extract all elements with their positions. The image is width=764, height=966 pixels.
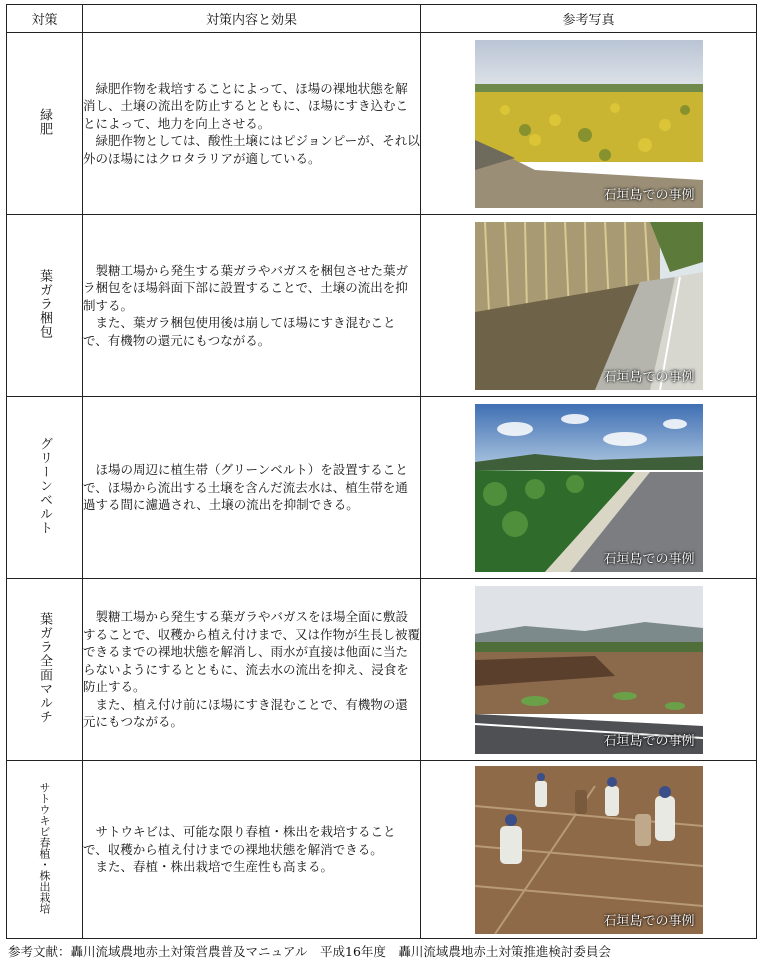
header-countermeasure: 対策 [7,5,83,33]
reference-citation: 参考文献：轟川流域農地赤土対策営農普及マニュアル 平成16年度 轟川流域農地赤土対策推進検討委員会 [8,944,611,959]
row-name: サトウキビ春植・株出栽培 [38,781,51,914]
photo-caption: 石垣島での事例 [603,369,695,385]
photo-green-belt [475,404,703,572]
row-name: 葉ガラ全面マルチ [37,611,52,724]
description-paragraph: また、葉ガラ梱包使用後は崩してほ場にすき混むことで、有機物の還元にもつながる。 [83,315,396,348]
row-description [83,397,421,579]
countermeasure-table [6,4,757,939]
row-description [83,33,421,215]
header-reference-photo: 参考写真 [421,5,757,33]
row-name: グリーンベルト [37,436,52,535]
description-paragraph: また、植え付け前にほ場にすき混むことで、有機物の還元にもつながる。 [83,696,408,730]
table-header-row [7,5,757,33]
photo-caption: 石垣島での事例 [603,551,695,567]
description-paragraph: 緑肥作物を栽培することによって、ほ場の裸地状態を解消し、土壌の流出を防止するとともに、ほ場にすき込むことによって、地力を向上させる。 [83,80,409,131]
photo-caption: 石垣島での事例 [603,913,695,929]
photo-full-mulch [475,586,703,754]
row-name: 葉ガラ梱包 [37,268,52,339]
description-paragraph: 製糖工場から発生する葉ガラやバガスを梱包させた葉ガラ梱包をほ場斜面下部に設置することで、土壌の流出を抑制する。 [83,262,409,313]
table-row [7,215,757,397]
photo-caption: 石垣島での事例 [603,187,695,203]
table-row [7,33,757,215]
row-description [83,579,421,761]
photo-green-manure-field [475,40,703,208]
photo-caption: 石垣島での事例 [603,733,695,749]
photo-leaf-bales [475,222,703,390]
row-description [83,761,421,939]
description-paragraph: また、春植・株出栽培で生産性も高まる。 [95,859,334,875]
table-row [7,397,757,579]
row-description [83,215,421,397]
description-paragraph: 緑肥作物としては、酸性土壌にはピジョンピーが、それ以外のほ場にはクロタラリアが適している。 [83,133,420,166]
photo-spring-planting [475,766,703,934]
table-row [7,761,757,939]
table-row [7,579,757,761]
description-paragraph: ほ場の周辺に植生帯（グリーンベルト）を設置することで、ほ場から流出する土壌を含んだ流去水は、植生帯を通過する間に濾過され、土壌の流出を抑制できる。 [83,462,408,513]
header-content-effect: 対策内容と効果 [83,5,421,33]
row-name: 緑肥 [37,107,52,136]
description-paragraph: サトウキビは、可能な限り春植・株出を栽培することで、収穫から植え付けまでの裸地状態を解消できる。 [83,824,396,857]
description-paragraph: 製糖工場から発生する葉ガラやバガスをほ場全面に敷設することで、収穫から植え付けまで、又は作物が生長し被覆できるまでの裸地状態を解消し、雨水が直接は他面に当たらないようにするとともに、流去水の流出を抑え、浸食を防止する。 [83,609,421,695]
